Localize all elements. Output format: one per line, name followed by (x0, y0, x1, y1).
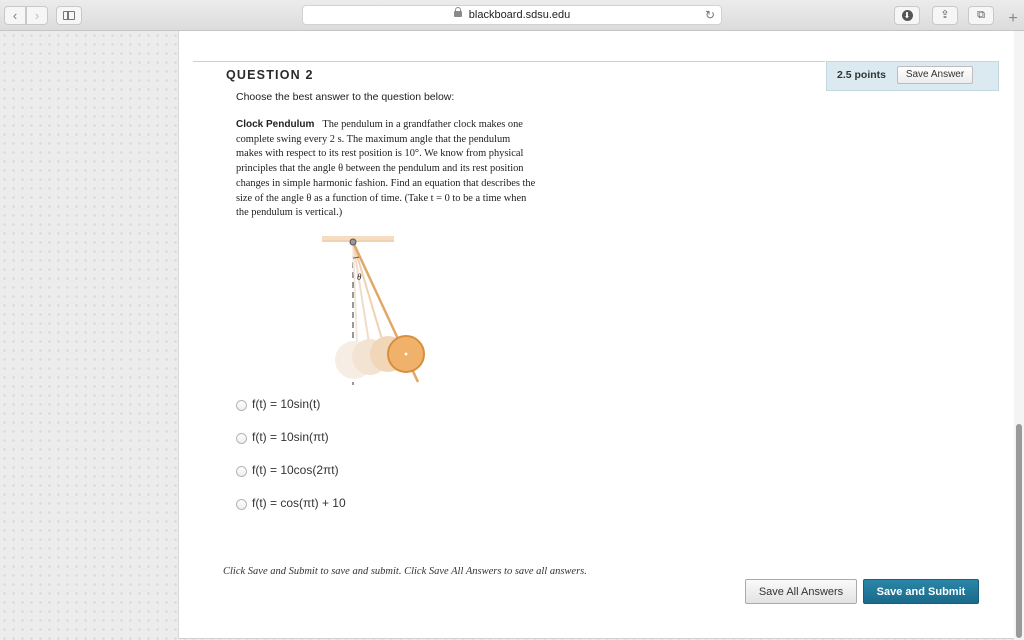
radio-button[interactable] (236, 499, 247, 510)
answer-choice[interactable] (236, 396, 346, 429)
problem-text-block (236, 118, 536, 221)
choice-label: f(t) = 10sin(t) (252, 397, 321, 411)
share-icon: ⇪ (940, 9, 950, 21)
question-instructions: Choose the best answer to the question below: (236, 91, 455, 103)
share-button[interactable] (932, 6, 958, 25)
choice-label: f(t) = 10cos(2πt) (252, 463, 339, 477)
chevron-left-icon: ‹ (12, 8, 18, 23)
url-text: blackboard.sdsu.edu (468, 9, 571, 21)
answer-choice[interactable] (236, 495, 346, 528)
browser-toolbar (0, 0, 1024, 31)
choice-label: f(t) = cos(πt) + 10 (252, 496, 346, 510)
sidebar-icon (63, 11, 75, 20)
points-label: 2.5 points (837, 69, 887, 81)
address-bar[interactable] (302, 5, 722, 25)
back-button[interactable] (4, 6, 26, 25)
radio-button[interactable] (236, 433, 247, 444)
divider (193, 61, 825, 62)
footer-note: Click Save and Submit to save and submit. Click Save All Answers to save all answers. (223, 566, 587, 577)
theta-label: θ (357, 272, 362, 282)
forward-button[interactable] (26, 6, 48, 25)
lock-icon (454, 11, 462, 17)
show-tabs-button[interactable] (968, 6, 994, 25)
sidebar-toggle-button[interactable] (56, 6, 82, 25)
radio-button[interactable] (236, 466, 247, 477)
new-tab-button[interactable] (1004, 10, 1022, 28)
answer-choice[interactable] (236, 429, 346, 462)
question-title: QUESTION 2 (226, 68, 314, 82)
answer-choice[interactable] (236, 462, 346, 495)
choice-label: f(t) = 10sin(πt) (252, 430, 329, 444)
answer-choices (236, 396, 346, 528)
save-and-submit-button[interactable]: Save and Submit (863, 579, 979, 604)
pivot (350, 239, 356, 245)
scrollbar-thumb[interactable] (1016, 424, 1022, 638)
plus-icon: + (1008, 10, 1018, 27)
reload-icon[interactable]: ↻ (704, 8, 715, 22)
chevron-right-icon: › (34, 8, 40, 23)
downloads-button[interactable] (894, 6, 920, 25)
points-box (826, 61, 999, 91)
pendulum-figure (318, 230, 438, 388)
save-answer-button[interactable]: Save Answer (897, 66, 973, 84)
download-icon: ⬇ (902, 10, 913, 21)
save-all-answers-button[interactable]: Save All Answers (745, 579, 857, 604)
problem-heading: Clock Pendulum (236, 119, 315, 130)
tabs-icon: ⧉ (977, 9, 985, 21)
radio-button[interactable] (236, 400, 247, 411)
problem-text: The pendulum in a grandfather clock makes one complete swing every 2 s. The maximum angle that the pendulum makes with respect to its rest position is 10°. We know from physical principles that the angle θ between the pendulum and its rest position changes in simple harmonic fashion. Find an equation that describes the size of the angle θ as a function of time. (Take t = 0 to be a time when the pendulum is vertical.) (236, 119, 536, 219)
bob-center (405, 353, 408, 356)
